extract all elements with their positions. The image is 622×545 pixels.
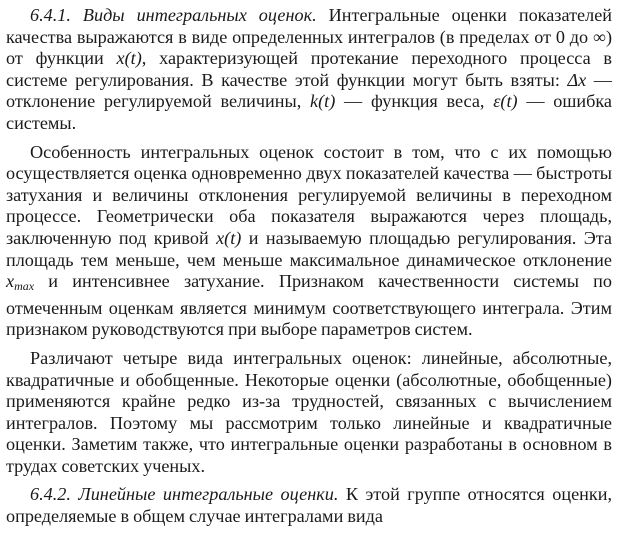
section-heading-6-4-2: 6.4.2. Линейные интегральные оценки. — [30, 484, 339, 505]
document-page — [6, 5, 612, 528]
math-k-of-t: k(t) — [310, 91, 336, 112]
text-run: Особенность интегральных оценок состоит в том, что с их помощью осуществляется оценка одновременно двух показателей качества — быстроты затухания и величины отклонения регулируемой величины в переходном процессе. Геометрически оба показателя выражаются через площадь, заключенную под кривой — [6, 141, 612, 248]
math-epsilon-of-t: ε(t) — [493, 91, 518, 112]
math-subscript-max: max — [14, 279, 35, 294]
text-run: и интенсивнее затухание. Признаком качественности системы по отмеченным оценкам является минимум соответствующего интеграла. Этим признаком руководствуются при выборе параметров систем. — [6, 271, 612, 340]
text-run: К этой группе относятся оценки, определяемые в общем случае интегралами вида — [6, 484, 613, 527]
section-heading-6-4-1: 6.4.1. Виды интегральных оценок. — [30, 5, 317, 25]
text-run: , характеризующей протекание переходного процесса в системе регулирования. В качестве этой функции могут быть взяты: — [6, 48, 612, 90]
math-x: x — [6, 271, 15, 292]
text-run: — ошибка системы. — [6, 91, 612, 133]
text-run: — отклонение регулируемой величины, — [6, 69, 612, 112]
text-run: — функция веса, — [335, 91, 494, 112]
paragraph-four-kinds — [6, 348, 612, 478]
paragraph-section-6-4-2 — [6, 484, 612, 527]
math-x-max — [6, 271, 35, 294]
math-x-of-t: x(t) — [216, 227, 242, 248]
math-x-of-t: x(t) — [116, 48, 142, 69]
text-run: и называемую площадью регулирования. Эта площадь тем меньше, чем меньше максимальное динамическое отклонение — [6, 227, 612, 270]
paragraph-section-6-4-1 — [6, 5, 612, 135]
text-run: Интегральные оценки показателей качества выражаются в виде определенных интегралов (в пределах от 0 до ∞) от функции — [6, 5, 612, 69]
text-run: Различают четыре вида интегральных оценок: линейные, абсолютные, квадратичные и обобщенные. Некоторые оценки (абсолютные, обобщенные) применяются крайне редко из-за трудностей, связанных с вычислением интегралов. Поэтому мы рассмотрим только линейные и квадратичные оценки. Заметим также, что интегральные оценки разработаны в основном в трудах советских ученых. — [6, 347, 612, 476]
paragraph-integral-features — [6, 142, 612, 341]
math-delta-x: Δx — [567, 69, 587, 90]
